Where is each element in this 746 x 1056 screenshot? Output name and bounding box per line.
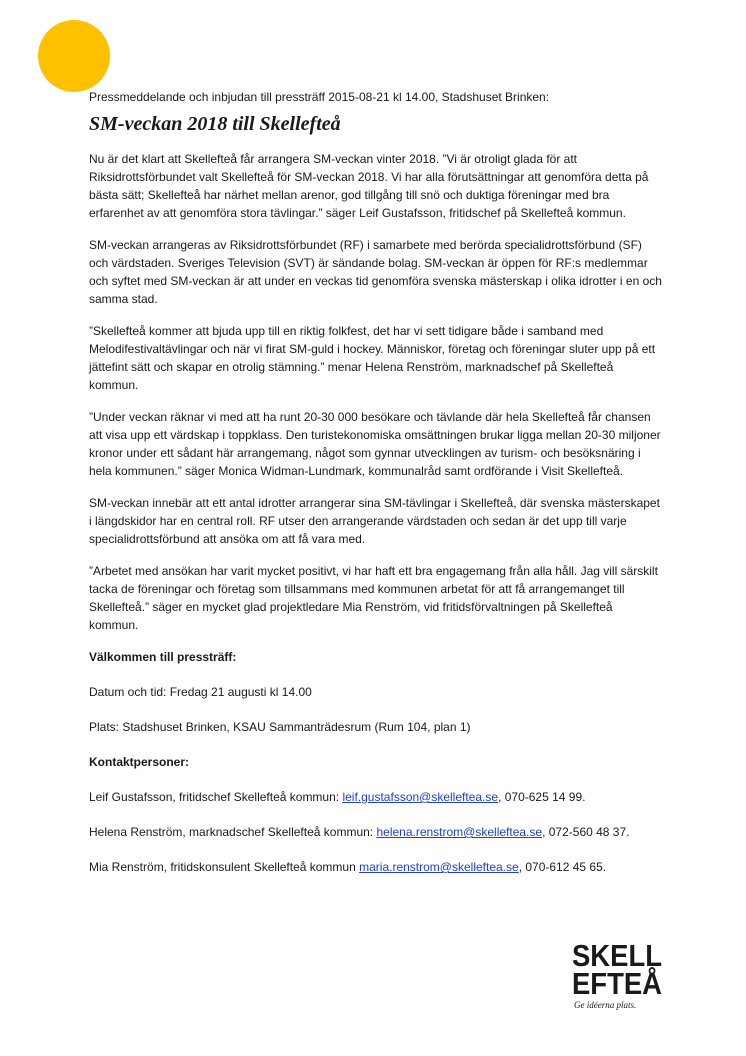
paragraph: ”Arbetet med ansökan har varit mycket positivt, vi har haft ett bra engagemang från alla håll. Jag vill särskilt tacka de föreningar och företag som tillsammans med kommunen arbetat för att få arrangemanget till Skellefteå.” säger en mycket glad projektledare Mia Renström, vid fritidsförvaltningen på Skellefteå kommun. xyxy=(89,564,658,632)
contact-item xyxy=(89,788,664,806)
logo-line-2: EFTEÅ xyxy=(572,966,662,1001)
logo-line-1: SKELL xyxy=(572,938,662,973)
contact-name: Leif Gustafsson, fritidschef Skellefteå kommun: xyxy=(89,790,343,804)
contact-email-link[interactable]: maria.renstrom@skelleftea.se xyxy=(359,860,519,874)
contact-name: Mia Renström, fritidskonsulent Skellefteå kommun xyxy=(89,860,360,874)
decorative-yellow-circle xyxy=(38,20,110,92)
contacts-heading: Kontaktpersoner: xyxy=(89,755,190,769)
contact-item xyxy=(89,823,664,841)
contact-email-link[interactable]: leif.gustafsson@skelleftea.se xyxy=(342,790,499,804)
contact-item xyxy=(89,858,664,876)
press-meeting-heading: Välkommen till pressträff: xyxy=(89,650,237,664)
paragraph: SM-veckan arrangeras av Riksidrottsförbundet (RF) i samarbete med berörda specialidrottsförbund (SF) och värdstaden. Sveriges Television (SVT) är sändande bolag. SM-veckan är öppen för RF:s medlemmar och syftet med SM-veckan är att under en veckas tid genomföra svenska mästerskap i olika idrotter i en och samma stad. xyxy=(89,238,662,306)
press-meeting-datetime: Datum och tid: Fredag 21 augusti kl 14.00 xyxy=(89,685,312,699)
contact-phone: , 072-560 48 37. xyxy=(542,825,630,839)
press-meeting-place: Plats: Stadshuset Brinken, KSAU Sammanträdesrum (Rum 104, plan 1) xyxy=(89,720,471,734)
paragraph: Nu är det klart att Skellefteå får arrangera SM-veckan vinter 2018. ”Vi är otroligt glada för att Riksidrottsförbundet valt Skellefteå för SM-veckan 2018. Vi har alla förutsättningar att genomföra detta på bästa sätt; Skellefteå har närhet mellan arenor, god tillgång till snö och duktiga föreningar med bra erfarenhet av att genomföra stora tävlingar.” säger Leif Gustafsson, fritidschef på Skellefteå kommun. xyxy=(89,152,649,220)
logo-tagline: Ge idéerna plats. xyxy=(574,1000,637,1010)
contact-email-link[interactable]: helena.renstrom@skelleftea.se xyxy=(376,825,543,839)
skelleftea-logo xyxy=(571,940,663,1011)
paragraph: ”Skellefteå kommer att bjuda upp till en riktig folkfest, det har vi sett tidigare både i samband med Melodifestivaltävlingar och när vi firat SM-guld i hockey. Människor, företag och föreningar sluter upp på ett jättefint sätt och skapar en otrolig stämning.” menar Helena Renström, marknadschef på Skellefteå kommun. xyxy=(89,324,656,392)
paragraph: ”Under veckan räknar vi med att ha runt 20-30 000 besökare och tävlande där hela Skellefteå får chansen att visa upp ett värdskap i toppklass. Den turistekonomiska omsättningen brukar ligga mellan 20-30 miljoner kronor under ett sådant här arrangemang, något som gynnar utvecklingen av turism- och besöksnäring i hela kommunen.” säger Monica Widman-Lundmark, kommunalråd samt ordförande i Visit Skellefteå. xyxy=(89,410,661,478)
intro-line: Pressmeddelande och inbjudan till pressträff 2015-08-21 kl 14.00, Stadshuset Brinken: xyxy=(89,90,550,104)
page-title: SM-veckan 2018 till Skellefteå xyxy=(89,113,341,135)
paragraph: SM-veckan innebär att ett antal idrotter arrangerar sina SM-tävlingar i Skellefteå, där svenska mästerskapet i längdskidor har en central roll. RF utser den arrangerande värdstaden och sedan är det upp till varje specialidrottsförbund att ansöka om att få vara med. xyxy=(89,496,660,546)
skelleftea-wordmark-icon xyxy=(571,938,663,1001)
contact-phone: , 070-625 14 99. xyxy=(498,790,586,804)
contact-name: Helena Renström, marknadschef Skellefteå kommun: xyxy=(89,825,377,839)
contact-phone: , 070-612 45 65. xyxy=(518,860,607,874)
press-release xyxy=(89,88,664,893)
